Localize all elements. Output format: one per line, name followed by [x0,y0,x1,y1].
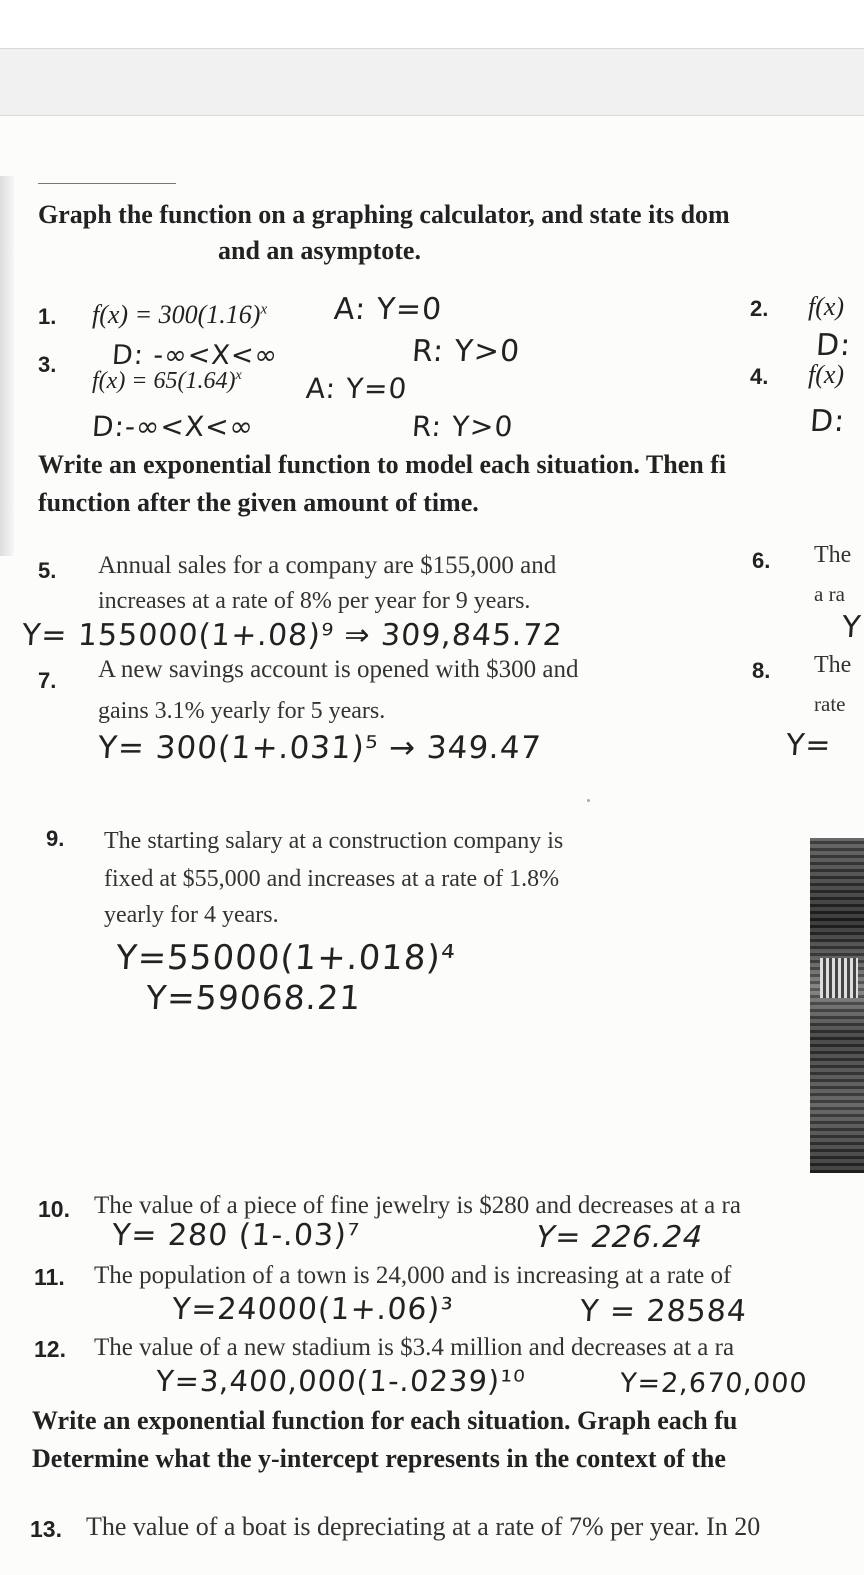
problem-5-answer: Y= 155000(1+.08)⁹ ⇒ 309,845.72 [20,618,565,653]
problem-7-number: 7. [38,668,57,693]
problem-7-line2: gains 3.1% yearly for 5 years. [98,698,386,724]
problem-9-equation: Y=55000(1+.018)⁴ [114,938,457,978]
problem-5-line2: increases at a rate of 8% per year for 9 years. [98,588,531,614]
problem-12-text: The value of a new stadium is $3.4 million and decreases at a ra [94,1334,735,1361]
stadium-photo [810,838,864,1173]
graph-instruction-line1: Graph the function on a graphing calculator, and state its dom [38,200,730,229]
problem-8-answer: Y= [784,728,833,763]
problem-11-number: 11. [34,1264,65,1290]
problem-9-line3: yearly for 4 years. [104,902,279,928]
speck [587,799,590,802]
problem-6-number: 6. [752,548,771,573]
problem-9-line2: fixed at $55,000 and increases at a rate of 1.8% [104,866,560,892]
toolbar-strip [0,49,864,116]
problem-9-number: 9. [46,826,65,851]
problem-12-result: Y=2,670,000 [618,1368,809,1399]
problem-6-line2: a ra [814,582,845,606]
problem-8-number: 8. [752,658,771,683]
worksheet-page [0,116,864,1575]
problem-6-line1: The [814,542,852,568]
problem-5-number: 5. [38,558,57,583]
write-instruction-line2: function after the given amount of time. [38,488,479,517]
problem-5-line1: Annual sales for a company are $155,000 and [98,552,557,579]
section3-instruction-line2: Determine what the y-intercept represents in the context of the [32,1444,726,1473]
problem-13-number: 13. [30,1516,62,1542]
problem-7-answer: Y= 300(1+.031)⁵ → 349.47 [96,730,543,766]
problem-8-line1: The [814,652,852,678]
problem-1-domain: D: -∞<X<∞ [110,340,280,371]
problem-11-text: The population of a town is 24,000 and is increasing at a rate of [94,1262,732,1289]
problem-10-result: Y= 226.24 [534,1220,705,1255]
problem-3-function: $f(x) = 65(1.64)^x$ [92,368,242,394]
header-rule [38,183,176,184]
problem-12-number: 12. [34,1336,66,1362]
problem-10-text: The value of a piece of fine jewelry is $280 and decreases at a ra [94,1192,741,1219]
problem-9-result: Y=59068.21 [144,978,363,1017]
problem-1-function: $f(x) = 300(1.16)^x$ [92,300,268,329]
problem-4-number: 4. [750,364,769,389]
graph-instruction-line2: and an asymptote. [218,236,421,265]
problem-1-range: R: Y>0 [410,334,522,369]
problem-8-line2: rate [814,692,846,716]
problem-1-number: 1. [38,304,57,329]
problem-11-result: Y = 28584 [578,1294,749,1329]
problem-7-line1: A new savings account is opened with $300 and [98,656,579,683]
problem-4-function: f(x) [808,360,845,389]
problem-4-domain: D: [808,404,847,439]
problem-2-number: 2. [750,296,769,321]
problem-1-asymptote: A: Y=0 [332,292,444,327]
problem-10-equation: Y= 280 (1-.03)⁷ [110,1218,362,1253]
problem-9-line1: The starting salary at a construction company is [104,828,564,854]
problem-2-domain: D: [814,328,853,363]
problem-10-number: 10. [38,1196,70,1222]
problem-2-function: f(x) [808,292,845,321]
problem-3-domain: D:-∞<X<∞ [90,410,256,443]
problem-12-equation: Y=3,400,000(1-.0239)¹⁰ [154,1364,527,1398]
browser-top-bar [0,0,864,49]
section3-instruction-line1: Write an exponential function for each situation. Graph each fu [32,1406,738,1435]
problem-6-answer: Y [840,610,863,645]
problem-3-asymptote: A: Y=0 [304,372,409,405]
problem-11-equation: Y=24000(1+.06)³ [170,1292,455,1327]
problem-13-text: The value of a boat is depreciating at a rate of 7% per year. In 20 [86,1512,761,1541]
page-edge-shadow [0,176,14,556]
problem-3-number: 3. [38,352,57,377]
problem-3-range: R: Y>0 [410,410,515,443]
write-instruction-line1: Write an exponential function to model each situation. Then fi [38,450,727,479]
